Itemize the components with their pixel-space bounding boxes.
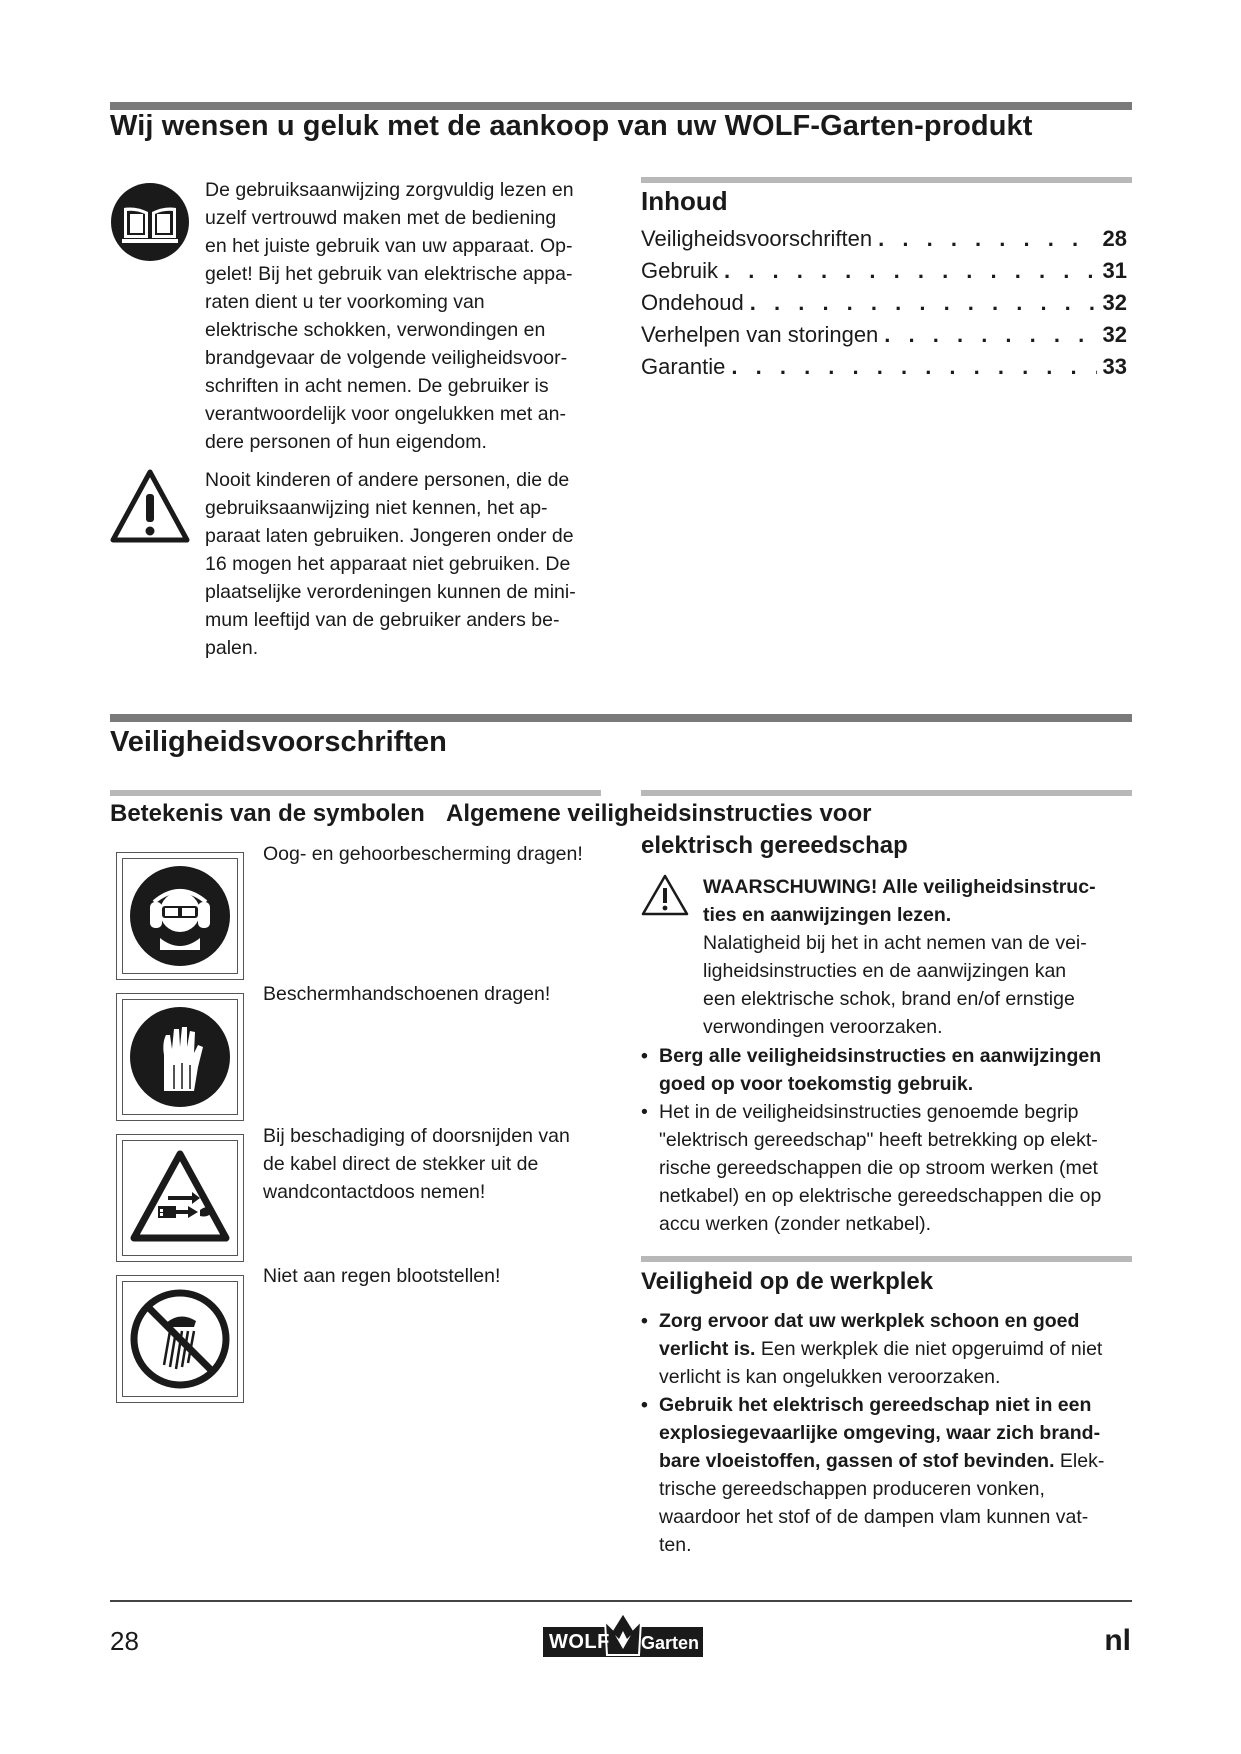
- toc-item-page: 31: [1102, 258, 1127, 283]
- symbol-description: [263, 840, 603, 868]
- toc-leader-dots: [724, 258, 1096, 284]
- toc-item-label: Verhelpen van storingen: [641, 322, 879, 347]
- warning-triangle-icon: [641, 873, 689, 917]
- text-line: wandcontactdoos nemen!: [263, 1181, 486, 1203]
- workplace-rule: [641, 1256, 1132, 1262]
- text-line: Het in de veiligheidsinstructies genoemde begrip: [659, 1101, 1079, 1123]
- text-line: 16 mogen het apparaat niet gebruiken. De: [205, 553, 571, 575]
- text-fragment: verlicht is.: [659, 1338, 756, 1360]
- toc-leader-dots: [878, 226, 1096, 252]
- table-of-contents: [641, 226, 1127, 386]
- page-number: 28: [110, 1626, 139, 1656]
- text-line: accu werken (zonder netkabel).: [659, 1213, 932, 1235]
- text-line: Oog- en gehoorbescherming dragen!: [263, 843, 583, 865]
- text-line: rische gereedschappen die op stroom werken (met: [659, 1157, 1098, 1179]
- logo-text-left: WOLF: [549, 1631, 610, 1653]
- text-line: de kabel direct de stekker uit de: [263, 1153, 539, 1175]
- intro-warning-paragraph: [205, 466, 605, 662]
- toc-leader-dots: [884, 322, 1096, 348]
- toc-item-label: Gebruik: [641, 258, 719, 283]
- bullet-dot: •: [641, 1045, 648, 1067]
- text-line: Nalatigheid bij het in acht nemen van de vei-: [703, 932, 1087, 954]
- bullet-dot: •: [641, 1310, 648, 1332]
- toc-item[interactable]: [641, 258, 1127, 290]
- toc-item[interactable]: [641, 290, 1127, 322]
- toc-leader-dots: [731, 354, 1096, 380]
- section-title: Veiligheidsvoorschriften: [110, 726, 447, 758]
- text-line: Niet aan regen blootstellen!: [263, 1265, 501, 1287]
- text-line: netkabel) en op elektrische gereedschappen die op: [659, 1185, 1102, 1207]
- eye-ear-protection-icon: [122, 858, 238, 974]
- general-bullets: [641, 1042, 1131, 1238]
- text-line: Beschermhandschoenen dragen!: [263, 983, 551, 1005]
- subsection-rule-right: [641, 790, 1132, 796]
- list-item: [641, 1042, 1131, 1098]
- workplace-title: Veiligheid op de werkplek: [641, 1268, 934, 1295]
- text-line: Gebruik het elektrisch gereedschap niet in een: [659, 1394, 1092, 1416]
- text-line: verwondingen veroorzaken.: [703, 1016, 943, 1038]
- general-title-line1: Algemene veiligheidsinstructies voor: [446, 800, 872, 827]
- language-code: nl: [1104, 1624, 1131, 1657]
- text-line: trische gereedschappen produceren vonken,: [659, 1478, 1045, 1500]
- header-rule: [110, 102, 1132, 110]
- footer-rule: [110, 1600, 1132, 1602]
- wolf-garten-logo: [541, 1605, 705, 1659]
- text-line: uzelf vertrouwd maken met de bediening: [205, 207, 557, 229]
- text-line: verantwoordelijk voor ongelukken met an-: [205, 403, 566, 425]
- text-line: schriften in acht nemen. De gebruiker is: [205, 375, 549, 397]
- symbol-frame: [116, 1275, 244, 1403]
- text-line: goed op voor toekomstig gebruik.: [659, 1073, 974, 1095]
- text-fragment: bare vloeistoffen, gassen of stof bevinden.: [659, 1450, 1055, 1472]
- toc-item-label: Garantie: [641, 354, 726, 379]
- symbol-frame: [116, 1134, 244, 1262]
- list-item: [641, 1098, 1131, 1238]
- text-line: gebruiksaanwijzing niet kennen, het ap-: [205, 497, 548, 519]
- symbols-title: Betekenis van de symbolen: [110, 800, 425, 827]
- toc-title: Inhoud: [641, 186, 728, 216]
- intro-paragraph: [205, 176, 605, 456]
- logo-text-right: Garten: [641, 1633, 700, 1653]
- bullet-dot: •: [641, 1394, 648, 1416]
- text-line: elektrische schokken, verwondingen en: [205, 319, 546, 341]
- warning-triangle-icon: [110, 468, 190, 544]
- text-line: Nooit kinderen of andere personen, die de: [205, 469, 570, 491]
- text-line: raten dient u ter voorkoming van: [205, 291, 485, 313]
- no-rain-icon: [122, 1281, 238, 1397]
- text-line: mum leeftijd van de gebruiker anders be-: [205, 609, 560, 631]
- toc-item[interactable]: [641, 322, 1127, 354]
- text-fragment: Een werkplek die niet opgeruimd of niet: [755, 1338, 1103, 1360]
- book-icon: [110, 182, 190, 262]
- text-line: De gebruiksaanwijzing zorgvuldig lezen en: [205, 179, 574, 201]
- warning-block: [703, 873, 1133, 1041]
- general-title-line2: elektrisch gereedschap: [641, 832, 908, 859]
- list-item: [641, 1307, 1131, 1391]
- symbol-description: [263, 1122, 603, 1206]
- symbol-frame: [116, 852, 244, 980]
- toc-leader-dots: [750, 290, 1097, 316]
- toc-item[interactable]: [641, 226, 1127, 258]
- text-line: Zorg ervoor dat uw werkplek schoon en goed: [659, 1310, 1080, 1332]
- page-title: Wij wensen u geluk met de aankoop van uw WOLF-Garten-produkt: [110, 110, 1033, 142]
- text-line: ten.: [659, 1534, 692, 1556]
- symbol-frame: [116, 993, 244, 1121]
- text-line: en het juiste gebruik van uw apparaat. Op-: [205, 235, 573, 257]
- toc-item-page: 33: [1102, 354, 1127, 379]
- toc-item-page: 28: [1102, 226, 1127, 251]
- list-item: [641, 1391, 1131, 1559]
- text-line: WAARSCHUWING! Alle veiligheidsinstruc-: [703, 876, 1096, 898]
- toc-item[interactable]: [641, 354, 1127, 386]
- text-line: plaatselijke verordeningen kunnen de mini-: [205, 581, 576, 603]
- symbol-description: [263, 980, 603, 1008]
- toc-item-page: 32: [1102, 290, 1127, 315]
- text-line: paraat laten gebruiken. Jongeren onder de: [205, 525, 574, 547]
- bullet-dot: •: [641, 1101, 648, 1123]
- text-line: "elektrisch gereedschap" heeft betrekking op elekt-: [659, 1129, 1098, 1151]
- text-fragment: Elek-: [1054, 1450, 1105, 1472]
- text-line: Berg alle veiligheidsinstructies en aanwijzingen: [659, 1045, 1102, 1067]
- text-line: een elektrische schok, brand en/of ernstige: [703, 988, 1075, 1010]
- workplace-bullets: [641, 1307, 1131, 1559]
- text-line: palen.: [205, 637, 259, 659]
- text-line: brandgevaar de volgende veiligheidsvoor-: [205, 347, 568, 369]
- text-line: Bij beschadiging of doorsnijden van: [263, 1125, 570, 1147]
- symbol-description: [263, 1262, 603, 1290]
- text-line: ligheidsinstructies en de aanwijzingen kan: [703, 960, 1067, 982]
- toc-item-label: Veiligheidsvoorschriften: [641, 226, 873, 251]
- text-line: verlicht is kan ongelukken veroorzaken.: [659, 1366, 1001, 1388]
- section-rule: [110, 714, 1132, 722]
- text-line: explosiegevaarlijke omgeving, waar zich brand-: [659, 1422, 1101, 1444]
- unplug-cable-warning-icon: [122, 1140, 238, 1256]
- text-line: gelet! Bij het gebruik van elektrische appa-: [205, 263, 573, 285]
- toc-rule: [641, 177, 1132, 183]
- subsection-rule-left: [110, 790, 601, 796]
- protective-gloves-icon: [122, 999, 238, 1115]
- text-line: ties en aanwijzingen lezen.: [703, 904, 952, 926]
- text-line: dere personen of hun eigendom.: [205, 431, 487, 453]
- toc-item-label: Ondehoud: [641, 290, 744, 315]
- toc-item-page: 32: [1102, 322, 1127, 347]
- text-line: waardoor het stof of de dampen vlam kunnen vat-: [659, 1506, 1089, 1528]
